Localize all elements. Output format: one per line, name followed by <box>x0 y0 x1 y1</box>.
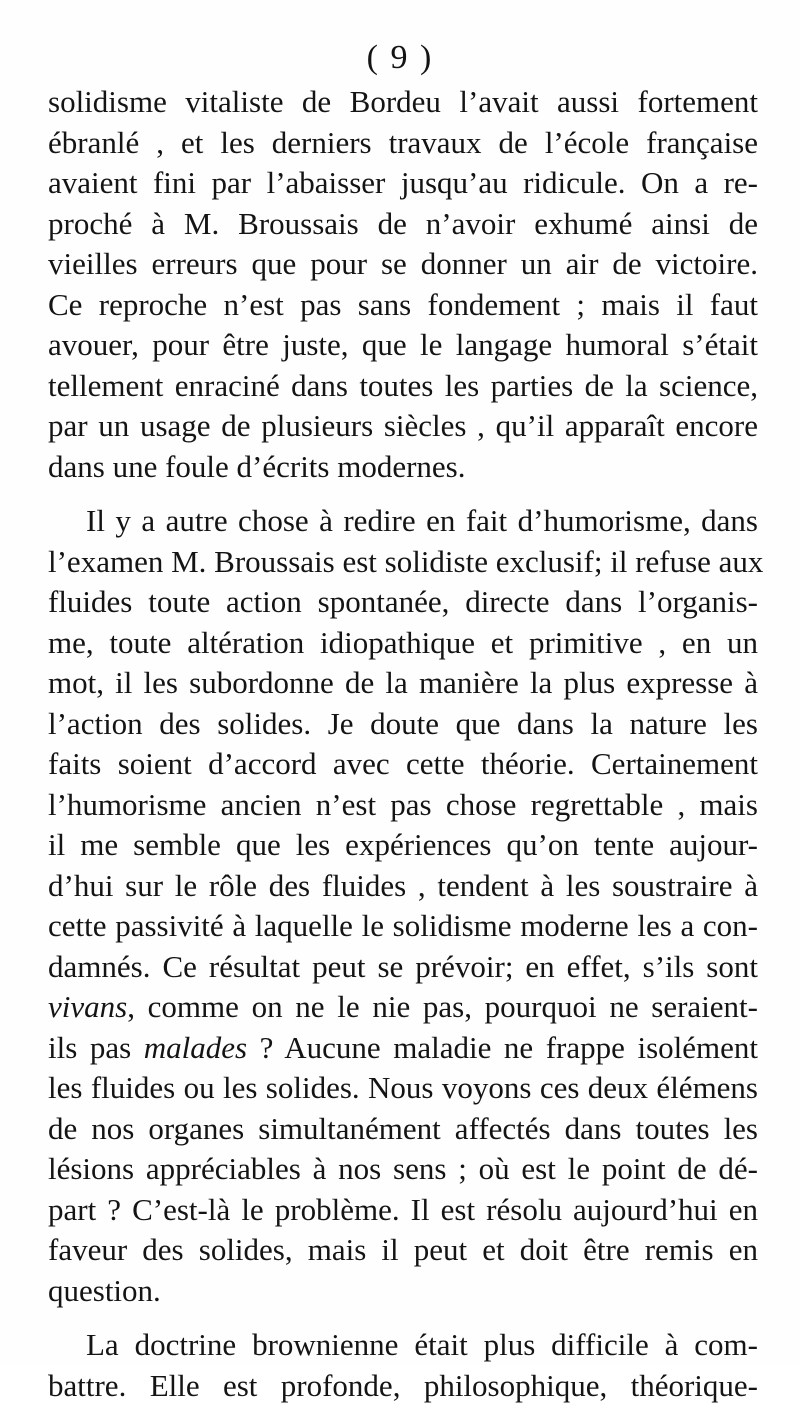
text-line: avouer, pour être juste, que le langage humoral s’était <box>48 325 758 366</box>
text-line: il me semble que les expériences qu’on tente aujour- <box>48 825 758 866</box>
text-line: fluides toute action spontanée, directe dans l’organis- <box>48 582 758 623</box>
text-line: battre. Elle est profonde, philosophique, théorique- <box>48 1366 758 1406</box>
text-line: me, toute altération idiopathique et primitive , en un <box>48 623 758 664</box>
text-line: Ce reproche n’est pas sans fondement ; mais il faut <box>48 285 758 326</box>
text-line: Il y a autre chose à redire en fait d’humorisme, dans <box>48 501 758 542</box>
paragraph-gap <box>48 1311 758 1325</box>
text-fragment: ? Aucune maladie ne frappe isolément <box>247 1030 758 1065</box>
paragraph-3 <box>48 1325 758 1406</box>
text-line: l’humorisme ancien n’est pas chose regrettable , mais <box>48 785 758 826</box>
text-line: l’examen M. Broussais est solidiste exclusif; il refuse aux <box>48 542 758 583</box>
paragraph-2 <box>48 501 758 1311</box>
body-text <box>48 82 758 1406</box>
text-line: faveur des solides, mais il peut et doit être remis en <box>48 1230 758 1271</box>
text-line <box>48 987 758 1028</box>
text-line: faits soient d’accord avec cette théorie. Certainement <box>48 744 758 785</box>
text-fragment: ils pas <box>48 1030 144 1065</box>
text-line: d’hui sur le rôle des fluides , tendent à les soustraire à <box>48 866 758 907</box>
text-line: part ? C’est-là le problème. Il est résolu aujourd’hui en <box>48 1190 758 1231</box>
text-line: proché à M. Broussais de n’avoir exhumé ainsi de <box>48 204 758 245</box>
text-line: les fluides ou les solides. Nous voyons ces deux élémens <box>48 1068 758 1109</box>
text-line: de nos organes simultanément affectés dans toutes les <box>48 1109 758 1150</box>
text-line: dans une foule d’écrits modernes. <box>48 447 758 488</box>
italic-word: vivans <box>48 989 127 1024</box>
text-line: l’action des solides. Je doute que dans la nature les <box>48 704 758 745</box>
text-line: cette passivité à laquelle le solidisme moderne les a con- <box>48 906 758 947</box>
text-line: La doctrine brownienne était plus difficile à com- <box>48 1325 758 1366</box>
text-line: tellement enraciné dans toutes les parties de la science, <box>48 366 758 407</box>
text-line: vieilles erreurs que pour se donner un air de victoire. <box>48 244 758 285</box>
italic-word: malades <box>144 1030 247 1065</box>
text-line: mot, il les subordonne de la manière la plus expresse à <box>48 663 758 704</box>
text-line: par un usage de plusieurs siècles , qu’il apparaît encore <box>48 406 758 447</box>
text-line: solidisme vitaliste de Bordeu l’avait aussi fortement <box>48 82 758 123</box>
text-line: question. <box>48 1271 758 1312</box>
text-line: damnés. Ce résultat peut se prévoir; en effet, s’ils sont <box>48 947 758 988</box>
text-line: avaient fini par l’abaisser jusqu’au ridicule. On a re- <box>48 163 758 204</box>
paragraph-gap <box>48 487 758 501</box>
text-fragment: , comme on ne le nie pas, pourquoi ne seraient- <box>127 989 758 1024</box>
page-number: ( 9 ) <box>0 38 800 78</box>
text-line: lésions appréciables à nos sens ; où est le point de dé- <box>48 1149 758 1190</box>
text-line: ébranlé , et les derniers travaux de l’école française <box>48 123 758 164</box>
text-line <box>48 1028 758 1069</box>
paragraph-1 <box>48 82 758 487</box>
